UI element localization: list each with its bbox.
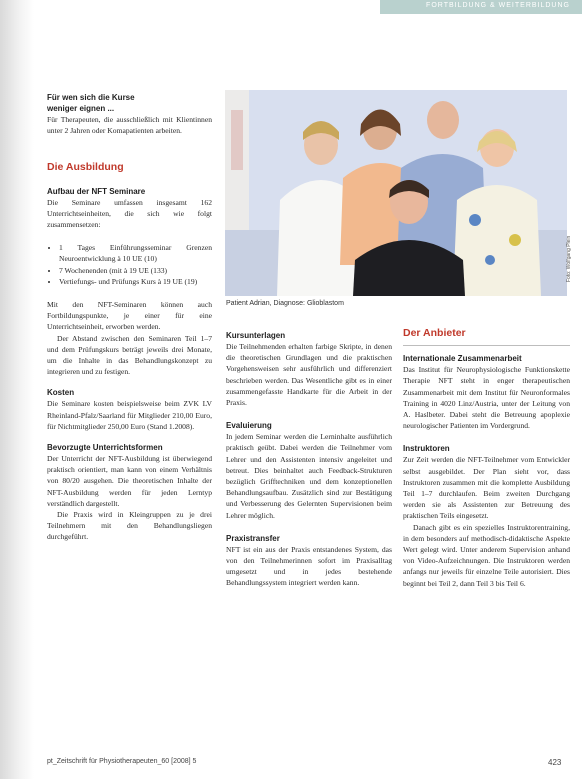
unterricht-text-2: Die Praxis wird in Kleingruppen zu je drei Teilnehmern mit den Behandlungsliegen durchgeführt. <box>47 510 212 542</box>
footer-journal: pt_Zeitschrift für Physiotherapeuten_60 [2008] 5 <box>47 758 197 765</box>
photo-credit: Foto: Wolfgang Plein <box>566 235 572 282</box>
ausbildung-heading: Die Ausbildung <box>47 161 124 174</box>
evaluierung-heading: Evaluierung <box>226 421 272 431</box>
list-item: • Vertiefungs- und Prüfungs Kurs à 19 UE (19) <box>59 276 212 287</box>
unterricht-text: Der Unterricht der NFT-Ausbildung ist überwiegend praktisch orientiert, man kann von einem Verhältnis von 80/20 ausgehen. Die theoretischen Inhalte der NFT-Ausbildung werden für jeden Lerntyp verständlich dargestellt. <box>47 454 212 508</box>
photo-illustration <box>225 90 567 296</box>
kursunterlagen-text: Die Teilnehmenden erhalten farbige Skripte, in denen die theoretischen Grundlagen und die praktischen Vorgehensweisen sehr ausführlich und differenziert beschrieben werden. Das Wesentliche gibt es in einer zusammengefasste Handkarte für die Arbeit in der Praxis. <box>226 342 392 408</box>
evaluierung-text: In jedem Seminar werden die Lerninhalte ausführlich praktisch geübt. Dabei werden die Teilnehmer vom Lehrer und den Assistenten intensiv angeleitet und betreut. Dies beinhaltet auch Feedback-Strukturen bezüglich Grifftechniken und dem konzeptionellen Behandlungsaufbau. Zusätzlich sind zur Bestätigung und Verbesserung des Gelernten Supervisionen beim Lehrer möglich. <box>226 432 392 520</box>
list-item: • 7 Wochenenden (mit à 19 UE (133) <box>59 265 212 276</box>
instruktoren-text-2: Danach gibt es ein spezielles Instruktorentraining, in dem besonders auf methodisch-didaktische Aspekte Wert gelegt wird. Unter anderem Supervision anhand von Video-Aufzeichnungen. Die Instruktoren werden anfangs nur jeweils für einzelne Teile autorisiert. Dies beginnt bei Teil 2, dann Teil 3 bis Teil 6. <box>403 522 570 588</box>
section-divider <box>403 345 570 346</box>
anbieter-heading: Der Anbieter <box>403 327 466 339</box>
page-number: 423 <box>548 758 562 767</box>
column-middle <box>226 330 392 589</box>
kursunterlagen-heading: Kursunterlagen <box>226 331 286 340</box>
praxistransfer-text: NFT ist ein aus der Praxis entstandenes System, das von den Teilnehmerinnen sofort im Praxisalltag umgesetzt und in jedes bestehende Behandlungssystem integriert werden kann. <box>226 544 392 588</box>
intro-heading-line-1: Für wen sich die Kurse <box>47 93 135 102</box>
section-band <box>380 0 582 14</box>
seminar-list <box>47 242 212 287</box>
paragraph-fortbildungspunkte: Mit den NFT-Seminaren können auch Fortbildungspunkte, je einer für eine Unterrichtseinheit, erworben werden. <box>47 300 212 332</box>
instruktoren-text: Zur Zeit werden die NFT-Teilnehmer vom Entwickler selbst ausgebildet. Der Plan sieht vor, dass Instruktoren zusammen mit die komplette Ausbildung Teil 1–7 durchlaufen. Beim zweiten Durchgang werden sie als Assistenten zur Betreuung des praktischen Teils eingesetzt. <box>403 455 570 521</box>
column-left <box>47 92 212 543</box>
kosten-heading: Kosten <box>47 388 75 398</box>
section-tag: FORTBILDUNG & WEITERBILDUNG <box>426 2 570 9</box>
binding-gutter <box>0 0 34 779</box>
instruktoren-heading: Instruktoren <box>403 444 450 454</box>
column-right <box>403 328 570 589</box>
list-item: • 1 Tages Einführungsseminar Grenzen Neuroentwicklung à 10 UE (10) <box>59 242 212 264</box>
photo-caption: Patient Adrian, Diagnose: Glioblastom <box>226 300 344 307</box>
unterricht-heading: Bevorzugte Unterrichtsformen <box>47 443 163 453</box>
group-photo <box>225 90 567 296</box>
internationale-heading: Internationale Zusammenarbeit <box>403 354 522 364</box>
paragraph-abstand: Der Abstand zwischen den Seminaren Teil 1–7 und dem Prüfungskurs beträgt jeweils drei Monate, um die Inhalte in das Behandlungskonzept zu integrieren und zu festigen. <box>47 333 212 377</box>
intro-text: Für Therapeuten, die ausschließlich mit Klientinnen unter 2 Jahren oder Komapatienten arbeiten. <box>47 115 212 136</box>
aufbau-text: Die Seminare umfassen insgesamt 162 Unterrichtseinheiten, die sich wie folgt zusammensetzen: <box>47 197 212 230</box>
aufbau-heading: Aufbau der NFT Seminare <box>47 186 146 196</box>
praxistransfer-heading: Praxistransfer <box>226 533 280 543</box>
intro-heading-line-2: weniger eignen ... <box>47 104 115 113</box>
internationale-text: Das Institut für Neurophysiologische Funktionskette Therapie NFT steht in enger therapeutischen Zusammenarbeit mit dem Institut für Neuronformales Training in 4020 Linz/Austria, unter der Leitung von A. Haslbeter. Dabei steht die Betreuung apoplexie neurologischer Patienten im Vordergrund. <box>403 365 570 431</box>
kosten-text: Die Seminare kosten beispielsweise beim ZVK LV Rheinland-Pfalz/Saarland für Mitglieder 210,00 Euro, für Nichtmitglieder 250,00 Euro (Stand 1.2008). <box>47 399 212 431</box>
